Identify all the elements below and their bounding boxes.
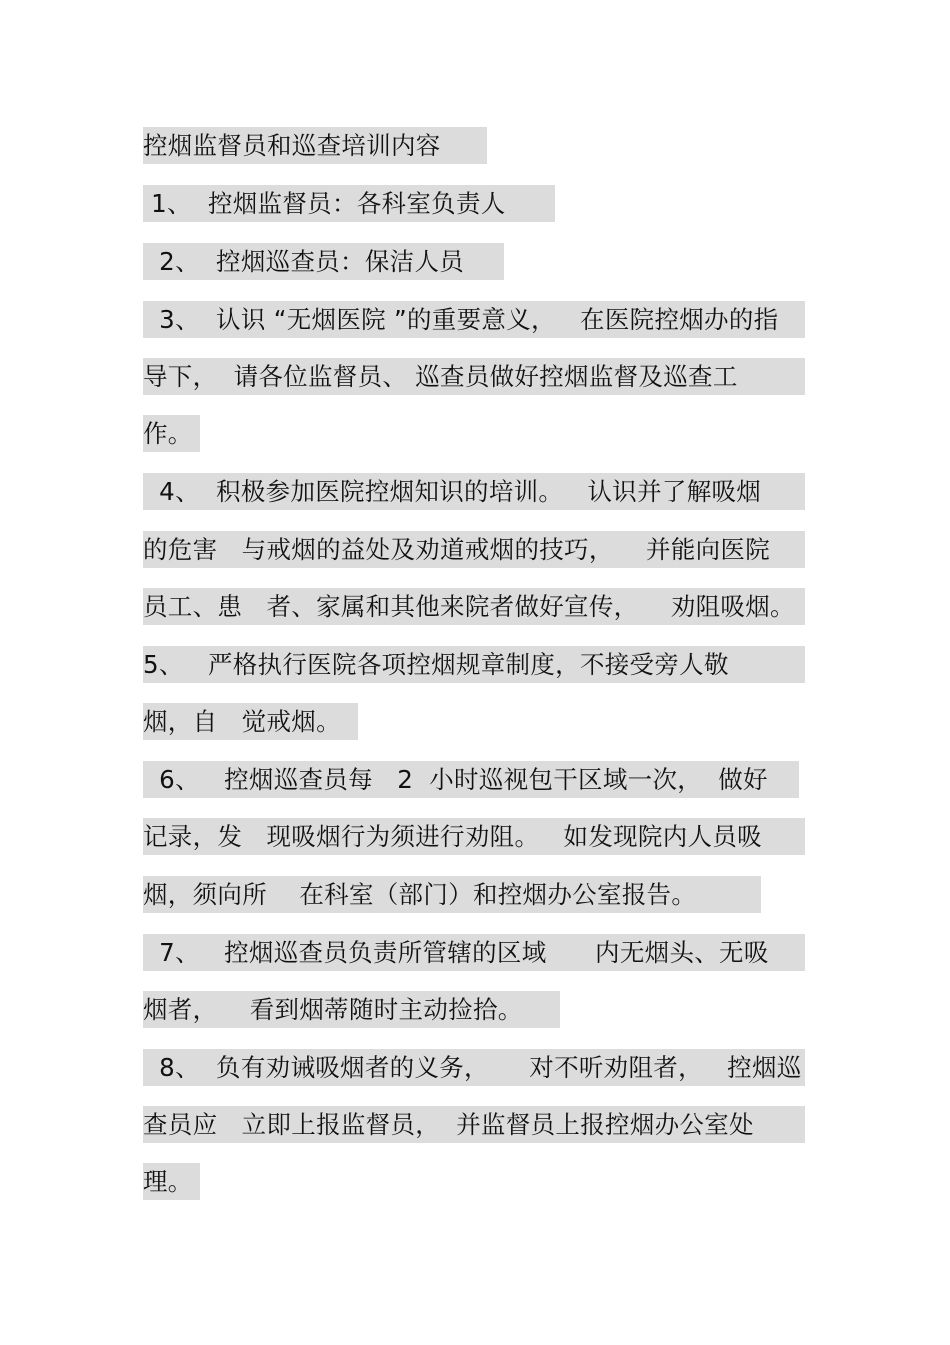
text-line: 烟，自 觉戒烟。 xyxy=(143,703,358,740)
text-line: 的危害 与戒烟的益处及劝道戒烟的技巧， 并能向医院 xyxy=(143,531,805,568)
text-line: 5、 严格执行医院各项控烟规章制度，不接受旁人敬 xyxy=(143,646,805,683)
text-line: 烟，须向所 在科室（部门）和控烟办公室报告。 xyxy=(143,876,761,913)
text-line: 记录，发 现吸烟行为须进行劝阻。 如发现院内人员吸 xyxy=(143,818,805,855)
text-line: 1、 控烟监督员：各科室负责人 xyxy=(143,185,555,222)
text-line: 8、 负有劝诫吸烟者的义务， 对不听劝阻者， 控烟巡 xyxy=(143,1049,805,1086)
text-line: 导下， 请各位监督员、 巡查员做好控烟监督及巡查工 xyxy=(143,358,805,395)
text-line: 员工、患 者、家属和其他来院者做好宣传， 劝阻吸烟。 xyxy=(143,588,805,625)
text-line: 7、 控烟巡查员负责所管辖的区域 内无烟头、无吸 xyxy=(143,934,805,971)
text-line: 6、 控烟巡查员每 2 小时巡视包干区域一次， 做好 xyxy=(143,761,799,798)
text-line: 查员应 立即上报监督员， 并监督员上报控烟办公室处 xyxy=(143,1106,805,1143)
document-title: 控烟监督员和巡查培训内容 xyxy=(143,127,487,164)
text-line: 理。 xyxy=(143,1163,200,1200)
text-line: 3、 认识 “无烟医院 ”的重要意义， 在医院控烟办的指 xyxy=(143,301,805,338)
text-line: 烟者， 看到烟蒂随时主动捡拾。 xyxy=(143,991,560,1028)
text-line: 2、 控烟巡查员：保洁人员 xyxy=(143,243,504,280)
text-line: 4、 积极参加医院控烟知识的培训。 认识并了解吸烟 xyxy=(143,473,805,510)
text-line: 作。 xyxy=(143,415,200,452)
